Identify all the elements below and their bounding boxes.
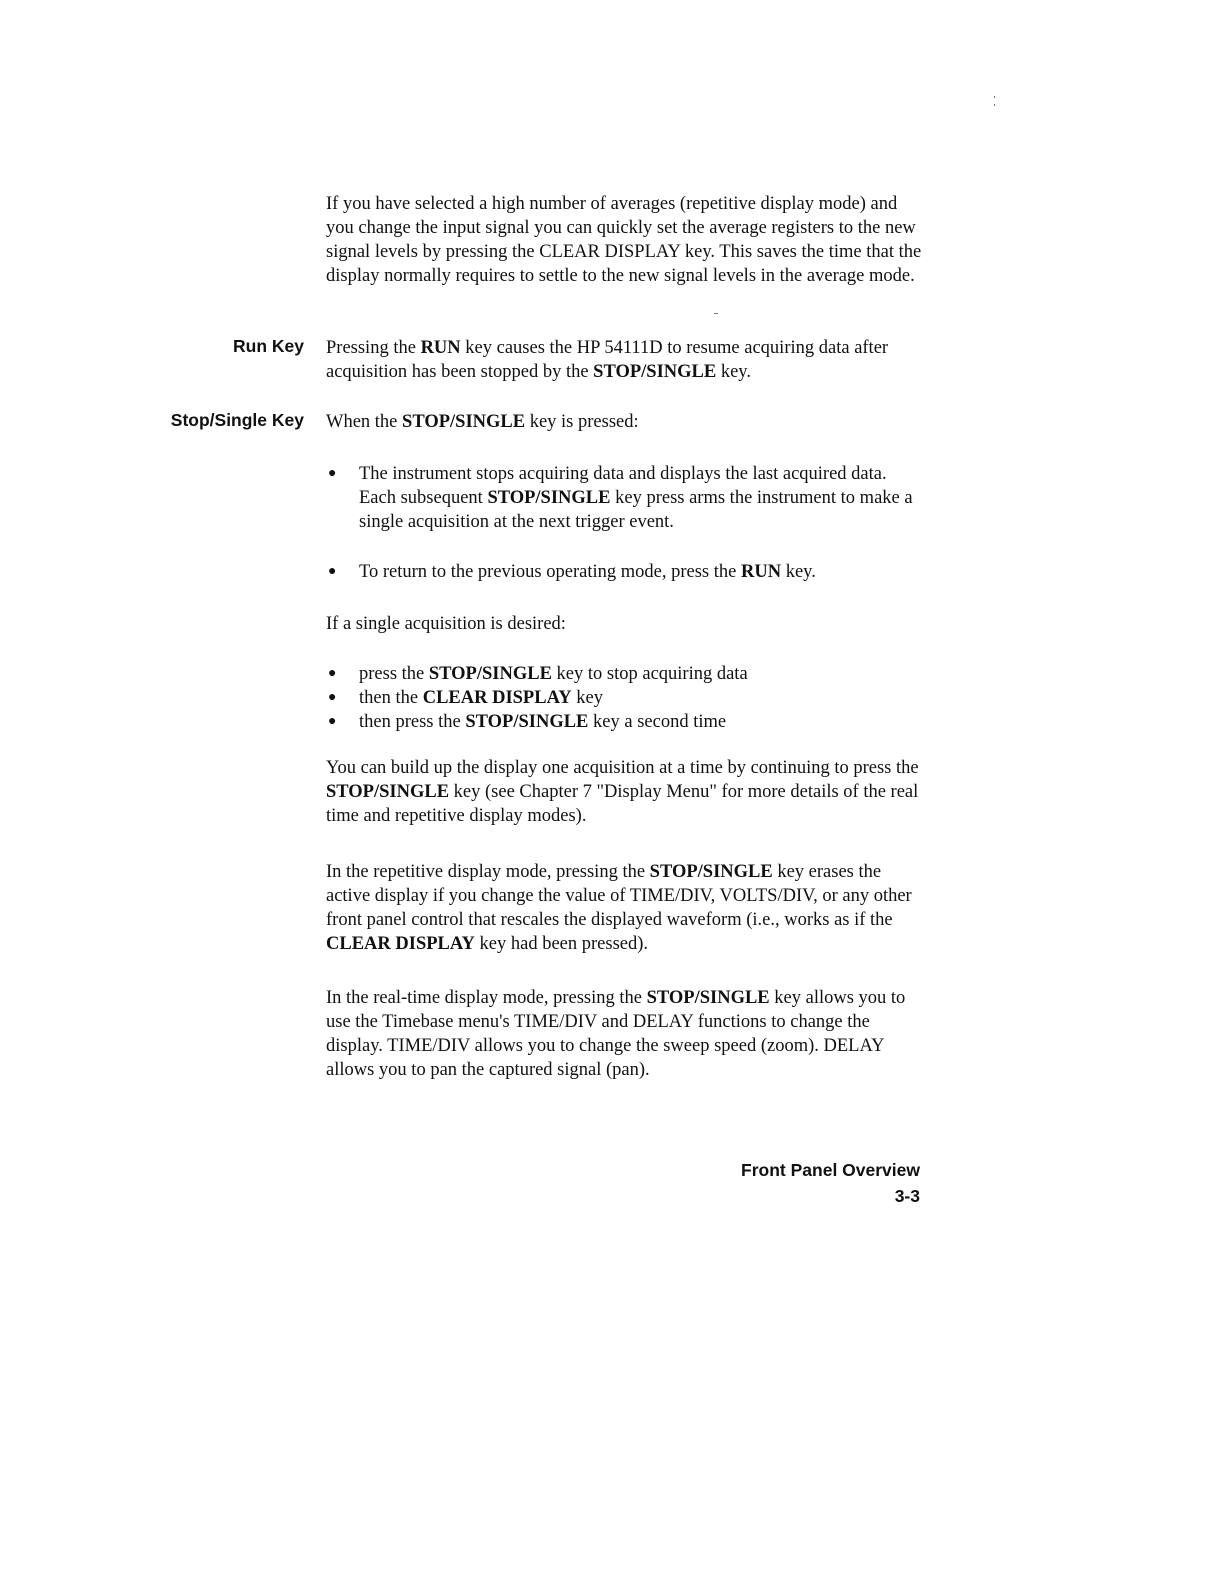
- repetitive-text-2: key erases the active display if you change the value of TIME/DIV, VOLTS/DIV, or any other front panel control that rescales the displayed waveform (i.e., works as if the: [326, 862, 912, 930]
- list-item: [326, 710, 926, 734]
- repetitive-text-3: key had been pressed).: [474, 934, 649, 954]
- list-item: [326, 560, 926, 584]
- run-key-heading: Run Key: [233, 336, 304, 356]
- list-item: [326, 686, 926, 710]
- run-key-paragraph: [326, 336, 926, 384]
- bullet-icon: ●: [328, 666, 337, 681]
- footer-page-number: 3-3: [894, 1186, 920, 1206]
- single-lead-text: If a single acquisition is desired:: [326, 614, 566, 634]
- bullet-a1-text-2: key press arms the instrument to make a single acquisition at the next trigger event.: [359, 488, 913, 532]
- scan-speck: [994, 104, 995, 106]
- bullet-b3-text-2: key a second time: [588, 712, 727, 732]
- list-item: [326, 462, 926, 534]
- repetitive-mode-paragraph: [326, 860, 926, 956]
- bullet-icon: ●: [328, 714, 337, 729]
- intro-text: If you have selected a high number of averages (repetitive display mode) and you change the input signal you can quickly set the average registers to the new signal levels by pressing the CLEAR DISPLAY key. This saves the time that the display normally requires to settle to the new signal levels in the average mode.: [326, 194, 922, 286]
- stop-lead-text-1: When the: [326, 412, 403, 432]
- scan-speck: [714, 313, 718, 314]
- bullet-b3-text-1: then press the: [359, 712, 466, 732]
- bullet-b1-bold: STOP/SINGLE: [428, 664, 552, 684]
- footer-section-title: Front Panel Overview: [741, 1160, 920, 1180]
- build-up-text-2: key (see Chapter 7 "Display Menu" for more details of the real time and repetitive display modes).: [326, 782, 919, 826]
- bullet-a2-bold: RUN: [740, 562, 782, 582]
- scan-speck: [994, 96, 995, 98]
- realtime-bold-1: STOP/SINGLE: [646, 988, 770, 1008]
- stop-single-bullet-list-a: [326, 462, 926, 534]
- run-key-bold-1: RUN: [420, 338, 461, 358]
- run-key-text-1: Pressing the: [326, 338, 421, 358]
- real-time-mode-paragraph: [326, 986, 926, 1082]
- bullet-b2-text-1: then the: [359, 688, 423, 708]
- bullet-icon: ●: [328, 564, 337, 579]
- single-acquisition-lead: [326, 612, 926, 636]
- single-acquisition-bullet-list: [326, 662, 926, 734]
- bullet-icon: ●: [328, 466, 337, 481]
- repetitive-bold-2: CLEAR DISPLAY: [326, 934, 475, 954]
- stop-single-key-heading: Stop/Single Key: [170, 410, 304, 430]
- build-up-bold: STOP/SINGLE: [326, 782, 450, 802]
- bullet-a1-bold: STOP/SINGLE: [487, 488, 611, 508]
- realtime-text-2: key allows you to use the Timebase menu's TIME/DIV and DELAY functions to change the display. TIME/DIV allows you to change the sweep speed (zoom). DELAY allows you to pan the captured signal (pan).: [326, 988, 906, 1080]
- run-key-text-2: key causes the HP 54111D to resume acquiring data after acquisition has been stopped by the: [326, 338, 889, 382]
- build-up-paragraph: [326, 756, 926, 828]
- bullet-b3-bold: STOP/SINGLE: [465, 712, 589, 732]
- bullet-b2-bold: CLEAR DISPLAY: [422, 688, 572, 708]
- bullet-b2-text-2: key: [571, 688, 603, 708]
- stop-lead-bold-1: STOP/SINGLE: [402, 412, 526, 432]
- bullet-b1-text-2: key to stop acquiring data: [551, 664, 748, 684]
- build-up-text-1: You can build up the display one acquisition at a time by continuing to press the: [326, 758, 919, 778]
- stop-lead-text-2: key is pressed:: [525, 412, 639, 432]
- bullet-a2-text-1: To return to the previous operating mode, press the: [359, 562, 741, 582]
- run-key-bold-2: STOP/SINGLE: [593, 362, 717, 382]
- run-key-text-3: key.: [716, 362, 751, 382]
- intro-paragraph: [326, 192, 926, 288]
- bullet-icon: ●: [328, 690, 337, 705]
- bullet-a1-text-1: The instrument stops acquiring data and displays the last acquired data. Each subsequent: [359, 464, 887, 508]
- stop-single-lead: [326, 410, 926, 434]
- list-item: [326, 662, 926, 686]
- realtime-text-1: In the real-time display mode, pressing the: [326, 988, 647, 1008]
- bullet-b1-text-1: press the: [359, 664, 429, 684]
- bullet-a2-text-2: key.: [781, 562, 816, 582]
- repetitive-text-1: In the repetitive display mode, pressing the: [326, 862, 650, 882]
- stop-single-bullet-list-a2: [326, 560, 926, 584]
- repetitive-bold-1: STOP/SINGLE: [649, 862, 773, 882]
